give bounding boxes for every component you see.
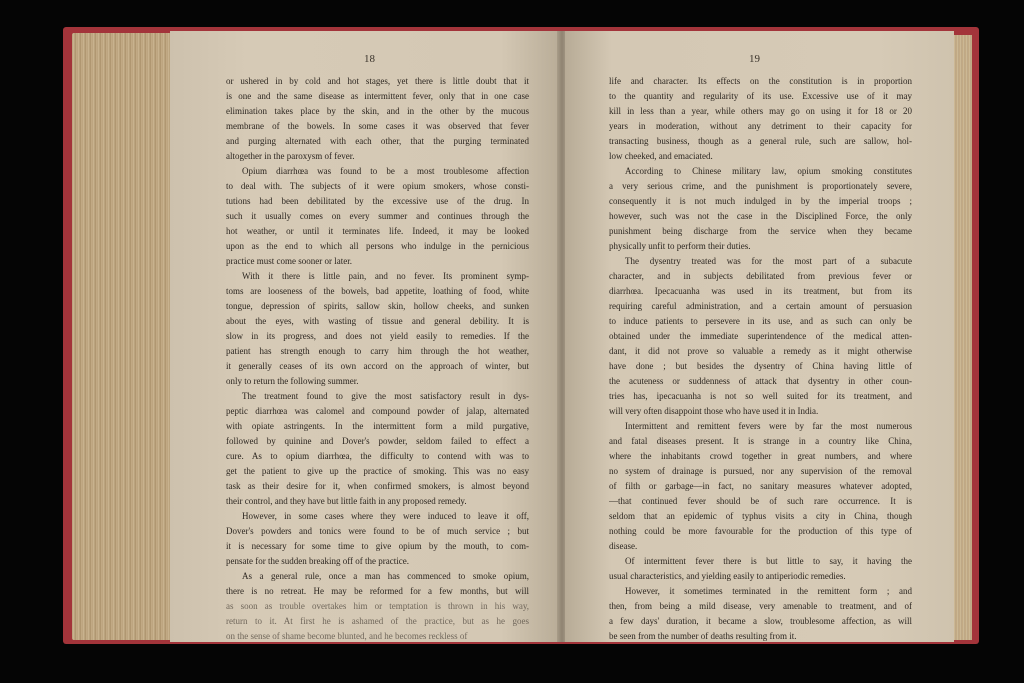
text-line: Dover's powders and tonics were found to be of much service ; but <box>226 526 529 536</box>
text-line: According to Chinese military law, opium smoking constitutes <box>625 166 912 176</box>
text-line: life and character. Its effects on the constitution is in proportion <box>609 76 912 86</box>
text-line: only to return the following summer. <box>226 376 359 386</box>
text-line: then, from being a mild disease, very amenable to treatment, and of <box>609 601 912 611</box>
text-line: the acuteness or suddenness of attack that dysentry in other coun- <box>609 376 912 386</box>
paragraph <box>609 554 912 584</box>
paragraph <box>226 74 529 164</box>
paragraph <box>609 254 912 419</box>
text-line: however, such was not the case in the Disciplined Force, the only <box>609 211 912 221</box>
text-line: practice must come sooner or later. <box>226 256 352 266</box>
text-line: usual characteristics, and yielding easily to antiperiodic remedies. <box>609 571 846 581</box>
text-line: With it there is little pain, and no fever. Its prominent symp- <box>242 271 529 281</box>
text-line: it is necessary for some time to give opium by the mouth, to com- <box>226 541 529 551</box>
text-line: The dysentry treated was for the most part of a subacute <box>625 256 912 266</box>
text-line: —that continued fever should be of such rare occurrence. It is <box>609 496 912 506</box>
text-line: a few days' duration, it became a slow, troublesome affection, as will <box>609 616 912 626</box>
paragraph <box>609 584 912 644</box>
page-number: 18 <box>364 53 375 65</box>
text-line: peptic diarrhœa was calomel and compound powder of jalap, alternated <box>226 406 529 416</box>
text-line: dant, it did not prove so valuable a remedy as it might otherwise <box>609 346 912 356</box>
text-line: their control, and they have but little faith in any proposed remedy. <box>226 496 467 506</box>
text-line: The treatment found to give the most satisfactory result in dys- <box>242 391 529 401</box>
text-line: tries has, ipecacuanha is not so well suited for its treatment, and <box>609 391 912 401</box>
paragraph <box>226 164 529 269</box>
text-line: altogether in the paroxysm of fever. <box>226 151 355 161</box>
paragraph <box>226 509 529 569</box>
text-line: on the sense of shame become blunted, and he becomes reckless of <box>226 631 468 641</box>
text-line: no system of drainage is pursued, nor any supervision of the removal <box>609 466 912 476</box>
text-line: hot weather, or until it terminates life. Indeed, it may be looked <box>226 226 529 236</box>
page-edges-left <box>72 33 172 640</box>
text-line: physically unfit to perform their duties. <box>609 241 751 251</box>
text-line: cure. As to opium diarrhœa, the difficulty to contend with was to <box>226 451 529 461</box>
text-line: punishment being discharge from the service when they became <box>609 226 912 236</box>
text-line: disease. <box>609 541 638 551</box>
paragraph <box>609 74 912 164</box>
text-line: Intermittent and remittent fevers were by far the most numerous <box>625 421 912 431</box>
text-line: toms are looseness of the bowels, bad appetite, loathing of food, white <box>226 286 529 296</box>
paragraph <box>226 269 529 389</box>
text-line: task as their desire for it, when confirmed smokers, is almost beyond <box>226 481 529 491</box>
text-line: low cheeked, and emaciated. <box>609 151 713 161</box>
text-line: and purging alternated with each other, that the purging terminated <box>226 136 529 146</box>
text-line: to deal with. The subjects of it were opium smokers, whose consti- <box>226 181 529 191</box>
text-line: have done ; but besides the dysentry of China having little of <box>609 361 912 371</box>
text-line: of filth or garbage—in fact, no sanitary measures whatever adopted, <box>609 481 912 491</box>
text-line: seldom that an epidemic of typhus visits a city in China, though <box>609 511 912 521</box>
text-line: character, and in subjects debilitated from previous fever or <box>609 271 912 281</box>
text-line: membrane of the bowels. In some cases it was observed that fever <box>226 121 529 131</box>
paragraph <box>226 389 529 509</box>
text-line: tutions had been debilitated by the excessive use of the drug. In <box>226 196 529 206</box>
page-text <box>226 74 529 644</box>
text-line: obtained under the immediate superintendence of the medical atten- <box>609 331 912 341</box>
text-line: and fatal diseases present. It is strange in a country like China, <box>609 436 912 446</box>
text-line: about the eyes, with wasting of tissue and general debility. It is <box>226 316 529 326</box>
text-line: slow in its progress, and does not yield easily to remedies. If the <box>226 331 529 341</box>
text-line: upon as the end to which all persons who indulge in the pernicious <box>226 241 529 251</box>
text-line: transacting business, though as a general rule, such are sallow, hol- <box>609 136 912 146</box>
text-line: consequently it is not much indulged in by the imperial troops ; <box>609 196 912 206</box>
text-line: a very serious crime, and the punishment is proportionately severe, <box>609 181 912 191</box>
text-line: requiring careful administration, and a certain amount of persuasion <box>609 301 912 311</box>
text-line: However, it sometimes terminated in the remittent form ; and <box>625 586 912 596</box>
text-line: or ushered in by cold and hot stages, yet there is little doubt that it <box>226 76 529 86</box>
text-line: be seen from the number of deaths resulting from it. <box>609 631 797 641</box>
text-line: tongue, depression of spirits, sallow skin, hollow cheeks, and sunken <box>226 301 529 311</box>
page-text <box>609 74 912 644</box>
paragraph <box>609 419 912 554</box>
text-line: years in moderation, without any detriment to their capacity for <box>609 121 912 131</box>
paragraph <box>226 569 529 644</box>
paragraph <box>609 164 912 254</box>
text-line: it generally ceases of its own accord on the approach of winter, but <box>226 361 529 371</box>
text-line: to induce patients to persevere in its use, and as such can only be <box>609 316 912 326</box>
page-number: 19 <box>749 53 760 65</box>
text-line: Opium diarrhœa was found to be a most troublesome affection <box>242 166 529 176</box>
text-line: nothing could be more favourable for the production of this type of <box>609 526 912 536</box>
text-line: As a general rule, once a man has commenced to smoke opium, <box>242 571 529 581</box>
text-line: as soon as trouble overtakes him or temptation is thrown in his way, <box>226 601 529 611</box>
text-line: pensate for the sudden breaking off of the practice. <box>226 556 410 566</box>
text-line: elimination takes place by the skin, and in the other by the mucous <box>226 106 529 116</box>
text-line: such it usually comes on every summer and continues through the <box>226 211 529 221</box>
text-line: is one and the same disease as intermittent fever, only that in one case <box>226 91 529 101</box>
text-line: get the patient to give up the practice of smoking. This was no easy <box>226 466 529 476</box>
text-line: However, in some cases where they were induced to leave it off, <box>242 511 529 521</box>
text-line: kill in less than a year, while others may go on using it for 18 or 20 <box>609 106 912 116</box>
text-line: with opiate astringents. In the intermittent form a mild purgative, <box>226 421 529 431</box>
text-line: followed by quinine and Dover's powder, seldom failed to effect a <box>226 436 529 446</box>
text-line: return to it. At first he is ashamed of the practice, but as he goes <box>226 616 529 626</box>
text-line: will very often disappoint those who have used it in India. <box>609 406 819 416</box>
text-line: there is no retreat. He may be reformed for a few months, but will <box>226 586 529 596</box>
text-line: Of intermittent fever there is but little to say, it having the <box>625 556 912 566</box>
text-line: patient has strength enough to carry him through the hot weather, <box>226 346 529 356</box>
left-page <box>170 31 559 642</box>
text-line: where the inhabitants crowd together in great numbers, and where <box>609 451 912 461</box>
text-line: diarrhœa. Ipecacuanha was used in its treatment, but from its <box>609 286 912 296</box>
right-page <box>565 31 954 642</box>
text-line: to the quantity and regularity of its use. Excessive use of it may <box>609 91 912 101</box>
